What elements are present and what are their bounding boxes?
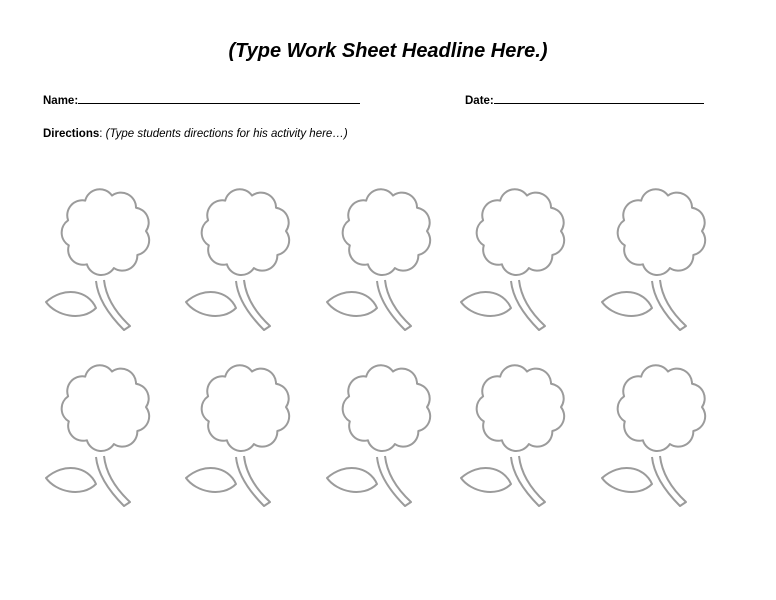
flower-head: [62, 365, 150, 451]
flower-leaf: [327, 468, 377, 492]
flower-drawing: [44, 176, 172, 336]
flower-drawing: [184, 176, 312, 336]
date-label: Date:: [465, 95, 494, 107]
flower-leaf: [602, 468, 652, 492]
flower-outline: [44, 176, 172, 336]
flower-head: [477, 189, 565, 275]
flower-stem: [652, 456, 686, 506]
flower-drawing: [600, 352, 728, 512]
flower-stem: [377, 456, 411, 506]
flower-stem: [511, 280, 545, 330]
flower-outline: [184, 352, 312, 512]
name-label: Name:: [43, 95, 79, 107]
flower-head: [477, 365, 565, 451]
flower-outline: [600, 176, 728, 336]
flower-head: [202, 189, 290, 275]
flower-outline: [600, 352, 728, 512]
date-field[interactable]: [465, 92, 704, 107]
flower-stem: [96, 456, 130, 506]
directions-text: (Type students directions for his activity here…): [105, 128, 348, 140]
flower-drawing: [459, 176, 587, 336]
flower-stem: [511, 456, 545, 506]
directions: [43, 128, 348, 140]
flower-drawing: [459, 352, 587, 512]
flower-head: [202, 365, 290, 451]
name-field[interactable]: [43, 92, 360, 107]
flower-leaf: [186, 468, 236, 492]
flower-leaf: [46, 292, 96, 316]
flower-outline: [325, 352, 453, 512]
flower-outline: [184, 176, 312, 336]
flower-stem: [236, 456, 270, 506]
flower-drawing: [184, 352, 312, 512]
flower-leaf: [186, 292, 236, 316]
flower-stem: [377, 280, 411, 330]
flower-leaf: [461, 468, 511, 492]
flower-head: [343, 365, 431, 451]
flower-outline: [44, 352, 172, 512]
flower-outline: [325, 176, 453, 336]
flower-leaf: [46, 468, 96, 492]
flower-head: [618, 365, 706, 451]
flower-drawing: [325, 176, 453, 336]
flower-head: [343, 189, 431, 275]
worksheet-headline: (Type Work Sheet Headline Here.): [228, 40, 548, 62]
flower-drawing: [325, 352, 453, 512]
flower-stem: [96, 280, 130, 330]
flower-head: [618, 189, 706, 275]
flower-stem: [652, 280, 686, 330]
flower-stem: [236, 280, 270, 330]
name-line[interactable]: [78, 92, 360, 104]
flower-leaf: [327, 292, 377, 316]
flower-outline: [459, 176, 587, 336]
date-line[interactable]: [494, 92, 704, 104]
directions-label: Directions: [43, 128, 100, 140]
flower-outline: [459, 352, 587, 512]
flower-drawing: [600, 176, 728, 336]
flower-leaf: [602, 292, 652, 316]
flower-head: [62, 189, 150, 275]
flower-drawing: [44, 352, 172, 512]
flower-leaf: [461, 292, 511, 316]
directions-separator: :: [99, 128, 106, 140]
